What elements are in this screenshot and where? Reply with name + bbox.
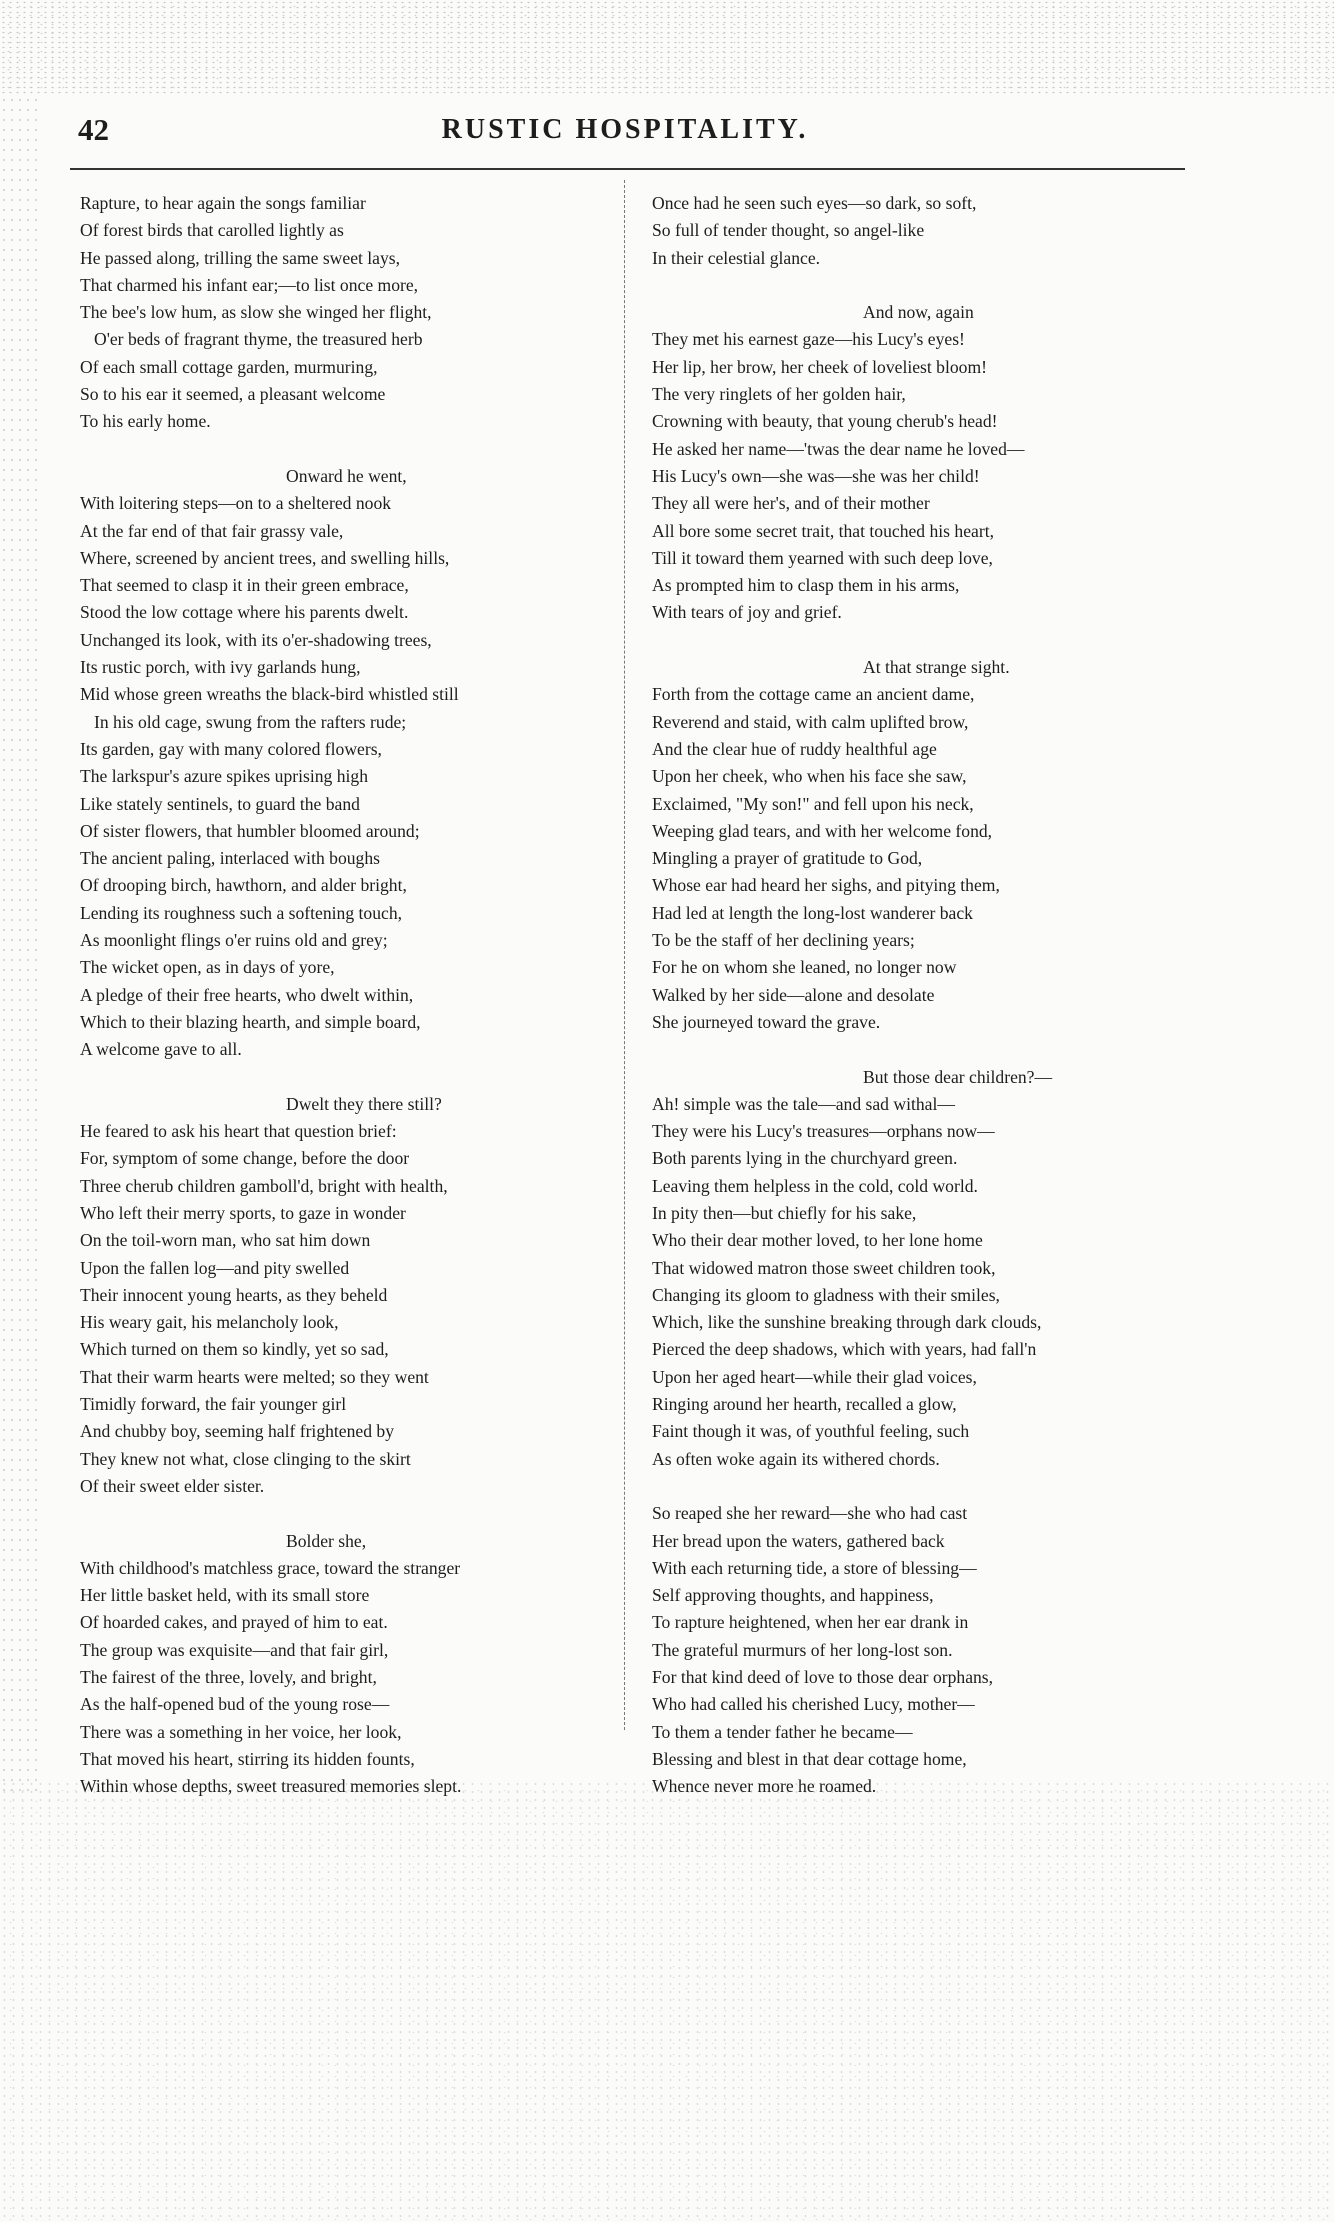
- poem-line: They met his earnest gaze—his Lucy's eyes!: [652, 329, 965, 350]
- poem-line: Faint though it was, of youthful feeling, such: [652, 1421, 970, 1442]
- poem-line: Till it toward them yearned with such deep love,: [652, 547, 993, 568]
- poem-line: Who left their merry sports, to gaze in wonder: [80, 1202, 406, 1223]
- poem-line: And the clear hue of ruddy healthful age: [652, 738, 937, 759]
- poem-line: Lending its roughness such a softening touch,: [80, 902, 403, 923]
- poem-line: The bee's low hum, as slow she winged her flight,: [80, 302, 432, 323]
- stanza-break: [638, 627, 1178, 654]
- poem-line: At that strange sight.: [863, 657, 1010, 678]
- poem-line: They were his Lucy's treasures—orphans now—: [652, 1121, 995, 1142]
- poem-line: Within whose depths, sweet treasured memories slept.: [80, 1776, 462, 1797]
- print-noise-bottom: [0, 1780, 1334, 2222]
- poem-line: Their innocent young hearts, as they beheld: [80, 1284, 388, 1305]
- poem-line: But those dear children?—: [863, 1066, 1053, 1087]
- poem-line: Pierced the deep shadows, which with years, had fall'n: [652, 1339, 1037, 1360]
- poem-line: As often woke again its withered chords.: [652, 1448, 940, 1469]
- poem-line: Rapture, to hear again the songs familiar: [80, 193, 366, 213]
- poem-line: Once had he seen such eyes—so dark, so soft,: [652, 193, 977, 213]
- poem-line: Walked by her side—alone and desolate: [652, 984, 935, 1005]
- poem-line: The grateful murmurs of her long-lost son.: [652, 1639, 953, 1660]
- poem-line: That seemed to clasp it in their green embrace,: [80, 575, 409, 596]
- poem-line: So to his ear it seemed, a pleasant welcome: [80, 384, 386, 405]
- poem-line: In pity then—but chiefly for his sake,: [652, 1202, 917, 1223]
- poem-line: His weary gait, his melancholy look,: [80, 1312, 339, 1333]
- print-noise-top: [0, 0, 1334, 95]
- poem-line: Self approving thoughts, and happiness,: [652, 1585, 934, 1606]
- poem-line: The very ringlets of her golden hair,: [652, 384, 906, 405]
- poem-line: Three cherub children gamboll'd, bright with health,: [80, 1175, 448, 1196]
- poem-line: All bore some secret trait, that touched his heart,: [652, 520, 994, 541]
- poem-line: The wicket open, as in days of yore,: [80, 957, 335, 978]
- poem-line: The fairest of the three, lovely, and bright,: [80, 1667, 377, 1688]
- poem-column-right: [638, 190, 1178, 1801]
- stanza-break: [66, 436, 606, 463]
- poem-line: Leaving them helpless in the cold, cold world.: [652, 1175, 978, 1196]
- poem-line: In his old cage, swung from the rafters rude;: [94, 711, 407, 732]
- poem-column-left: [66, 190, 606, 1801]
- poem-line: Changing its gloom to gladness with their smiles,: [652, 1284, 1000, 1305]
- poem-line: A welcome gave to all.: [80, 1039, 242, 1060]
- poem-line: Of each small cottage garden, murmuring,: [80, 356, 378, 377]
- poem-line: Onward he went,: [286, 465, 407, 486]
- poem-line: Ah! simple was the tale—and sad withal—: [652, 1093, 955, 1114]
- poem-line: He passed along, trilling the same sweet lays,: [80, 247, 401, 268]
- poem-line: For that kind deed of love to those dear orphans,: [652, 1667, 994, 1688]
- stanza-break: [66, 1500, 606, 1527]
- poem-line: His Lucy's own—she was—she was her child!: [652, 465, 980, 486]
- poem-line: Upon her aged heart—while their glad voices,: [652, 1366, 977, 1387]
- poem-line: Weeping glad tears, and with her welcome fond,: [652, 820, 993, 841]
- poem-line: Whose ear had heard her sighs, and pitying them,: [652, 875, 1000, 896]
- stanza-break: [638, 1473, 1178, 1500]
- poem-line: Dwelt they there still?: [286, 1093, 442, 1114]
- poem-line: To his early home.: [80, 411, 211, 432]
- poem-line: In their celestial glance.: [652, 247, 821, 268]
- stanza-break: [638, 1036, 1178, 1063]
- poem-line: That widowed matron those sweet children took,: [652, 1257, 996, 1278]
- poem-line: A pledge of their free hearts, who dwelt within,: [80, 984, 414, 1005]
- poem-line: The ancient paling, interlaced with boughs: [80, 848, 380, 869]
- poem-line: Ringing around her hearth, recalled a glow,: [652, 1394, 957, 1415]
- poem-line: There was a something in her voice, her look,: [80, 1721, 402, 1742]
- poem-line: Her lip, her brow, her cheek of loveliest bloom!: [652, 356, 987, 377]
- poem-line: He feared to ask his heart that question brief:: [80, 1121, 397, 1142]
- page-header: [70, 112, 1180, 152]
- poem-line: And now, again: [863, 302, 974, 323]
- stanza-break: [638, 272, 1178, 299]
- poem-line: As moonlight flings o'er ruins old and grey;: [80, 930, 388, 951]
- poem-line: So full of tender thought, so angel-like: [652, 220, 925, 241]
- poem-line: On the toil-worn man, who sat him down: [80, 1230, 371, 1251]
- poem-line: Which to their blazing hearth, and simple board,: [80, 1011, 421, 1032]
- poem-line: He asked her name—'twas the dear name he loved—: [652, 438, 1025, 459]
- page-number: 42: [78, 112, 109, 147]
- poem-line: Her bread upon the waters, gathered back: [652, 1530, 945, 1551]
- poem-line: For he on whom she leaned, no longer now: [652, 957, 957, 978]
- poem-line: Exclaimed, "My son!" and fell upon his neck,: [652, 793, 974, 814]
- poem-line: Forth from the cottage came an ancient dame,: [652, 684, 975, 705]
- poem-line: Her little basket held, with its small store: [80, 1585, 370, 1606]
- poem-line: Who had called his cherished Lucy, mother—: [652, 1694, 975, 1715]
- poem-line: Upon her cheek, who when his face she saw,: [652, 766, 967, 787]
- poem-line: So reaped she her reward—she who had cast: [652, 1503, 968, 1524]
- poem-line: Had led at length the long-lost wanderer back: [652, 902, 973, 923]
- poem-line: Its rustic porch, with ivy garlands hung,: [80, 657, 361, 678]
- running-title: RUSTIC HOSPITALITY.: [441, 114, 809, 145]
- poem-line: With loitering steps—on to a sheltered nook: [80, 493, 392, 514]
- poem-line: To rapture heightened, when her ear drank in: [652, 1612, 969, 1633]
- poem-line: That moved his heart, stirring its hidden founts,: [80, 1748, 415, 1769]
- poem-line: They knew not what, close clinging to the skirt: [80, 1448, 411, 1469]
- poem-line: At the far end of that fair grassy vale,: [80, 520, 344, 541]
- poem-line: With childhood's matchless grace, toward the stranger: [80, 1557, 461, 1578]
- stanza-break: [66, 1064, 606, 1091]
- poem-line: Blessing and blest in that dear cottage home,: [652, 1748, 967, 1769]
- poem-line: Of sister flowers, that humbler bloomed around;: [80, 820, 420, 841]
- poem-line: Stood the low cottage where his parents dwelt.: [80, 602, 409, 623]
- poem-line: Timidly forward, the fair younger girl: [80, 1394, 347, 1415]
- poem-line: They all were her's, and of their mother: [652, 493, 930, 514]
- poem-line: Where, screened by ancient trees, and swelling hills,: [80, 547, 450, 568]
- poem-line: The larkspur's azure spikes uprising high: [80, 766, 369, 787]
- poem-line: Bolder she,: [286, 1530, 367, 1551]
- poem-line: Of drooping birch, hawthorn, and alder bright,: [80, 875, 407, 896]
- poem-line: To be the staff of her declining years;: [652, 930, 915, 951]
- poem-line: Of their sweet elder sister.: [80, 1475, 265, 1496]
- poem-line: Of forest birds that carolled lightly as: [80, 220, 344, 241]
- poem-line: Mid whose green wreaths the black-bird whistled still: [80, 684, 459, 705]
- poem-line: Of hoarded cakes, and prayed of him to eat.: [80, 1612, 388, 1633]
- poem-line: As the half-opened bud of the young rose—: [80, 1694, 390, 1715]
- poem-line: As prompted him to clasp them in his arms,: [652, 575, 960, 596]
- poem-line: Crowning with beauty, that young cherub's head!: [652, 411, 998, 432]
- poem-line: She journeyed toward the grave.: [652, 1011, 881, 1032]
- poem-line: Whence never more he roamed.: [652, 1776, 877, 1797]
- header-rule: [70, 168, 1185, 170]
- poem-line: Which turned on them so kindly, yet so sad,: [80, 1339, 389, 1360]
- poem-line: Both parents lying in the churchyard green.: [652, 1148, 958, 1169]
- poem-line: Who their dear mother loved, to her lone home: [652, 1230, 983, 1251]
- poem-line: Reverend and staid, with calm uplifted brow,: [652, 711, 969, 732]
- poem-line: The group was exquisite—and that fair girl,: [80, 1639, 389, 1660]
- column-divider: [624, 180, 625, 1730]
- poem-line: With tears of joy and grief.: [652, 602, 842, 623]
- poem-line: That charmed his infant ear;—to list once more,: [80, 274, 419, 295]
- poem-line: That their warm hearts were melted; so they went: [80, 1366, 429, 1387]
- poem-line: And chubby boy, seeming half frightened by: [80, 1421, 395, 1442]
- poem-line: To them a tender father he became—: [652, 1721, 913, 1742]
- poem-line: Upon the fallen log—and pity swelled: [80, 1257, 350, 1278]
- poem-line: For, symptom of some change, before the door: [80, 1148, 410, 1169]
- poem-line: Which, like the sunshine breaking through dark clouds,: [652, 1312, 1042, 1333]
- poem-line: Unchanged its look, with its o'er-shadowing trees,: [80, 629, 432, 650]
- print-noise-left: [0, 95, 40, 1795]
- poem-line: Its garden, gay with many colored flowers,: [80, 738, 382, 759]
- poem-line: With each returning tide, a store of blessing—: [652, 1557, 977, 1578]
- poem-line: O'er beds of fragrant thyme, the treasured herb: [94, 329, 423, 350]
- poem-line: Mingling a prayer of gratitude to God,: [652, 848, 923, 869]
- poem-line: Like stately sentinels, to guard the band: [80, 793, 360, 814]
